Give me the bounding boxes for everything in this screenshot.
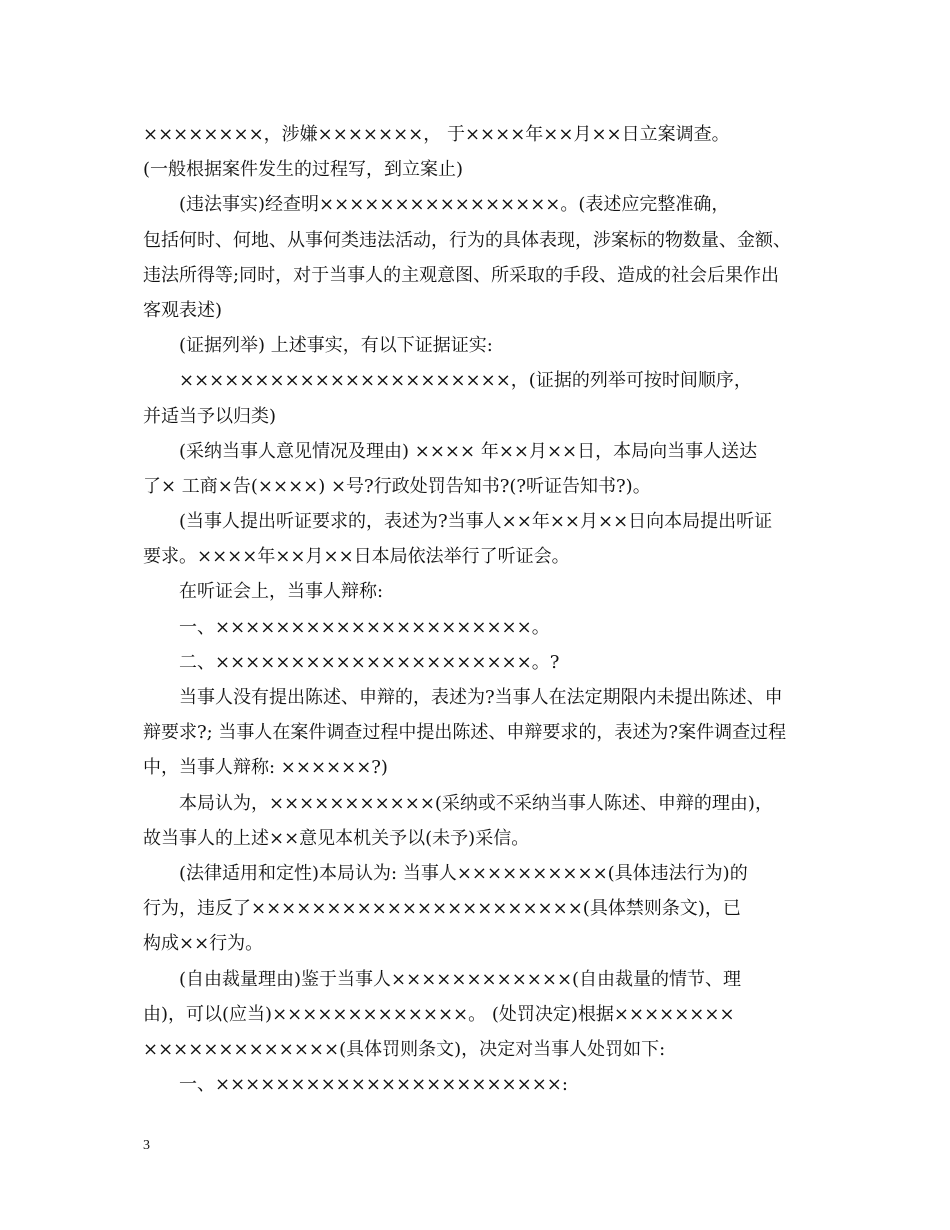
text-line: 违法所得等;同时，对于当事人的主观意图、所采取的手段、造成的社会后果作出: [143, 264, 780, 286]
text-line: 由)，可以(应当)×××××××××××××。 (处罚决定)根据××××××××: [143, 1003, 735, 1025]
text-line: (采纳当事人意见情况及理由) ×××× 年××月××日，本局向当事人送达: [179, 440, 758, 462]
text-line: 要求。××××年××月××日本局依法举行了听证会。: [143, 546, 570, 568]
text-line: 本局认为，×××××××××××(采纳或不采纳当事人陈述、申辩的理由)，: [179, 792, 773, 814]
page-number: 3: [143, 1138, 150, 1153]
text-line: (法律适用和定性)本局认为: 当事人××××××××××(具体违法行为)的: [179, 862, 748, 884]
text-line: (当事人提出听证要求的，表述为?当事人××年××月××日向本局提出听证: [179, 511, 773, 533]
text-line: 包括何时、何地、从事何类违法活动，行为的具体表现，涉案标的物数量、金额、: [143, 229, 791, 251]
text-line: 中，当事人辩称: ××××××?): [143, 757, 388, 779]
text-line: 客观表述): [143, 299, 223, 321]
text-line: (一般根据案件发生的过程写，到立案止): [143, 159, 464, 181]
text-line: 一、×××××××××××××××××××××××:: [179, 1074, 568, 1096]
text-line: 构成××行为。: [143, 933, 264, 955]
text-line: (证据列举) 上述事实，有以下证据证实:: [179, 335, 493, 357]
text-line: 行为，违反了××××××××××××××××××××××(具体禁则条文)，已: [143, 898, 741, 920]
text-line: (自由裁量理由)鉴于当事人××××××××××××(自由裁量的情节、理: [179, 968, 742, 990]
text-line: 一、×××××××××××××××××××××。: [179, 616, 550, 638]
text-line: ×××××××××××××(具体罚则条文)，决定对当事人处罚如下:: [143, 1038, 666, 1060]
text-line: ××××××××，涉嫌×××××××， 于××××年××月××日立案调查。: [143, 124, 730, 145]
text-line: 二、×××××××××××××××××××××。?: [179, 651, 560, 673]
text-line: 了× 工商×告(××××) ×号?行政处罚告知书?(?听证告知书?)。: [143, 475, 651, 497]
text-line: 在听证会上，当事人辩称:: [179, 581, 384, 603]
document-body: [143, 117, 815, 1102]
text-line: 辩要求?; 当事人在案件调查过程中提出陈述、申辩要求的，表述为?案件调查过程: [143, 722, 787, 744]
text-line: 当事人没有提出陈述、申辩的，表述为?当事人在法定期限内未提出陈述、申: [179, 687, 783, 708]
text-line: (违法事实)经查明××××××××××××××××。(表述应完整准确，: [179, 194, 730, 216]
text-line: 故当事人的上述××意见本机关予以(未予)采信。: [143, 827, 530, 849]
text-line: ××××××××××××××××××××××，(证据的列举可按时间顺序，: [179, 370, 752, 392]
text-line: 并适当予以归类): [143, 405, 277, 427]
